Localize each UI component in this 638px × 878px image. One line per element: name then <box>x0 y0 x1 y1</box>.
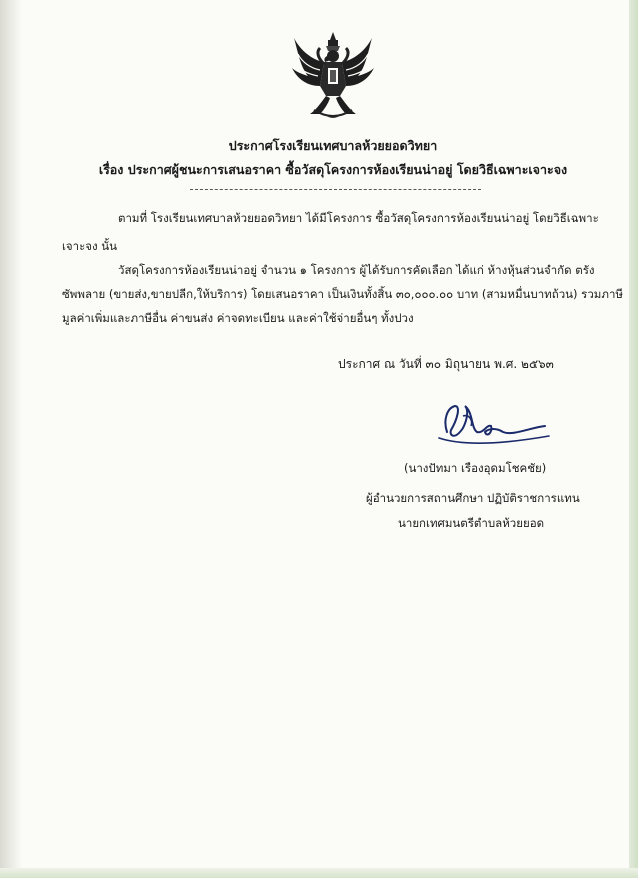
signatory-position: ผู้อำนวยการสถานศึกษา ปฏิบัติราชการแทน <box>366 491 580 505</box>
signatory-position-line-2: นายกเทศมนตรีตำบลห้วยยอด <box>398 516 545 530</box>
garuda-emblem-icon <box>290 30 376 122</box>
title-divider <box>190 189 481 190</box>
document-subject: เรื่อง ประกาศผู้ชนะการเสนอราคา ซื้อวัสดุโครงการห้องเรียนน่าอยู่ โดยวิธีเฉพาะเจาะจง <box>98 162 568 177</box>
paragraph-1-line-2: เจาะจง นั้น <box>62 239 118 253</box>
scan-bottom-band <box>0 868 638 878</box>
paragraph-2-line-2: ซัพพลาย (ขายส่ง,ขายปลีก,ให้บริการ) โดยเสนอราคา เป็นเงินทั้งสิ้น ๓๐,๐๐๐.๐๐ บาท (สามหมื่นบาทถ้วน) รวมภาษี <box>62 287 624 301</box>
paragraph-1-line-1: ตามที่ โรงเรียนเทศบาลห้วยยอดวิทยา ได้มีโครงการ ซื้อวัสดุโครงการห้องเรียนน่าอยู่ โดยวิธีเฉพาะ <box>118 211 599 225</box>
document-title: ประกาศโรงเรียนเทศบาลห้วยยอดวิทยา <box>228 138 438 153</box>
signatory-name: (นางปัทมา เรืองอุดมโชคชัย) <box>404 461 547 475</box>
scan-edge-shadow <box>0 0 22 878</box>
scan-edge-band <box>629 0 638 878</box>
handwritten-signature-icon <box>433 398 553 453</box>
paragraph-2-line-1: วัสดุโครงการห้องเรียนน่าอยู่ จำนวน ๑ โครงการ ผู้ได้รับการคัดเลือก ได้แก่ ห้างหุ้นส่วนจำกัด ตรัง <box>118 263 595 277</box>
paragraph-2-line-3: มูลค่าเพิ่มและภาษีอื่น ค่าขนส่ง ค่าจดทะเบียน และค่าใช้จ่ายอื่นๆ ทั้งปวง <box>62 311 414 325</box>
announcement-date: ประกาศ ณ วันที่ ๓๐ มิถุนายน พ.ศ. ๒๕๖๓ <box>338 357 554 371</box>
